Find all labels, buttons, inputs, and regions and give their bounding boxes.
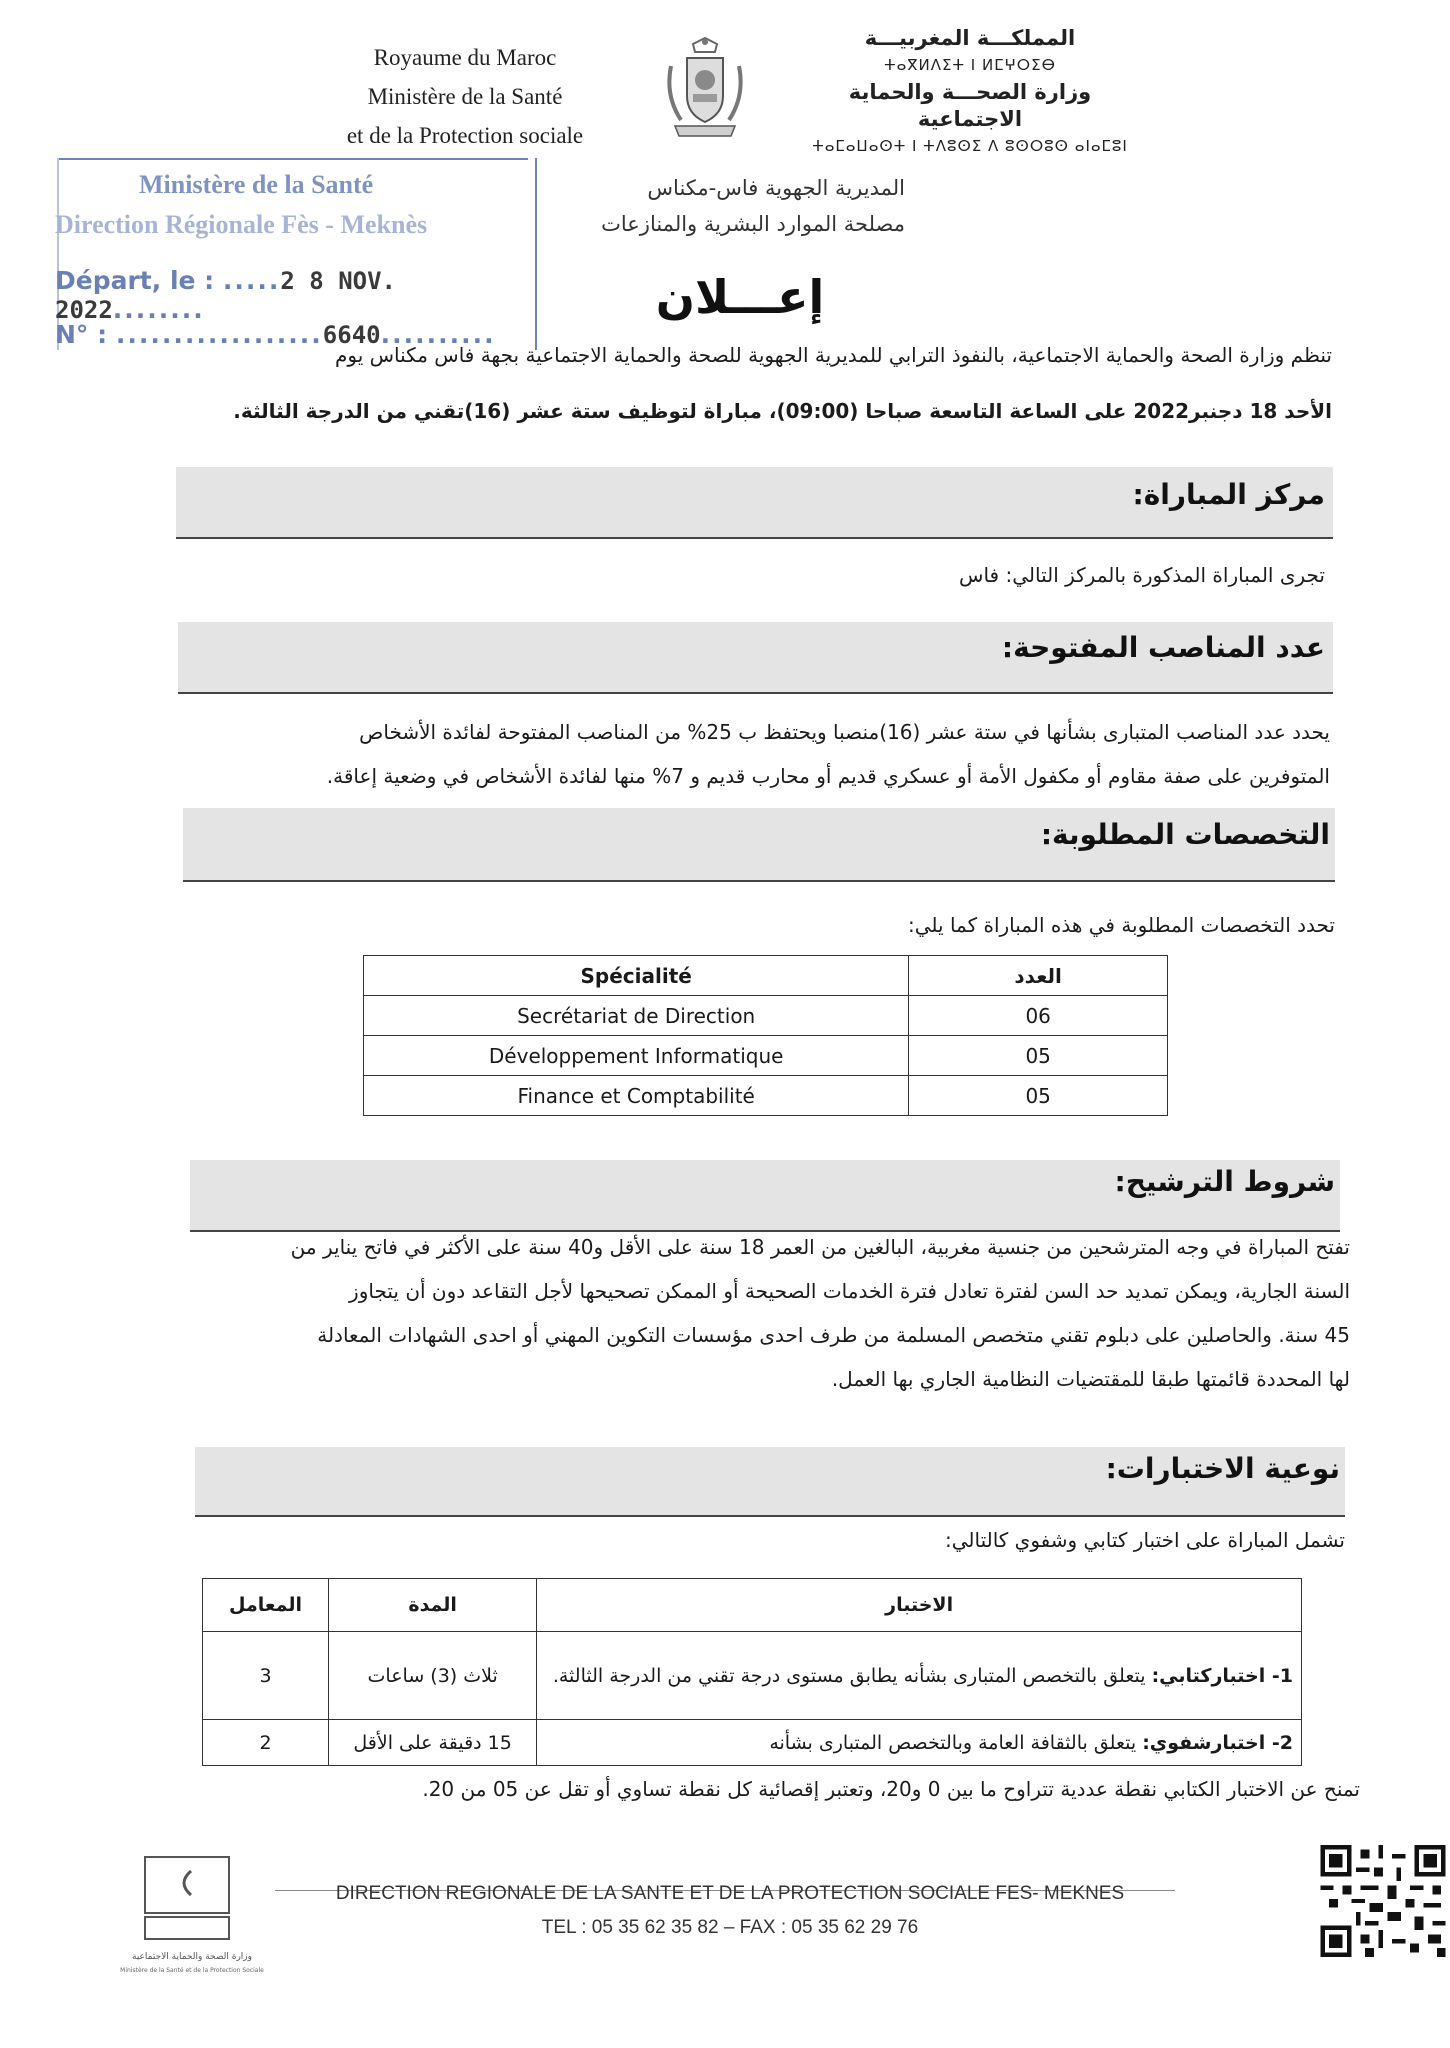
exam-notes	[280, 1770, 1360, 1808]
header-ar-line: وزارة الصحـــة والحماية الاجتماعية	[848, 80, 1092, 131]
table-row	[364, 1076, 1168, 1116]
column-header: المعامل	[203, 1579, 329, 1632]
specialty-cell: Développement Informatique	[364, 1036, 909, 1076]
center-text: تجرى المباراة المذكورة بالمركز التالي: فاس	[959, 563, 1325, 587]
posts-line-2: المتوفرين على صفة مقاوم أو مكفول الأمة أو عسكري قديم أو محارب قديم و 7% منها لفائدة الأشخاص في وضعية إعاقة.	[326, 764, 1330, 788]
table-row	[203, 1720, 1302, 1766]
exam-name: 2- اختبارشفوي:	[1142, 1731, 1293, 1754]
specialty-cell: Finance et Comptabilité	[364, 1076, 909, 1116]
specialties-text: تحدد التخصصات المطلوبة في هذه المباراة كما يلي:	[907, 913, 1335, 937]
header-fr	[305, 38, 625, 155]
column-header: العدد	[909, 956, 1168, 996]
exam-name: 1- اختباركتابي:	[1151, 1664, 1293, 1687]
coef-cell: 2	[203, 1720, 329, 1766]
region-line-1: المديرية الجهوية فاس-مكناس	[647, 176, 905, 200]
count-cell: 06	[909, 996, 1168, 1036]
section-underline	[178, 692, 1333, 694]
intro-paragraph	[160, 335, 1332, 431]
logo-ar-text: وزارة الصحة والحماية الاجتماعية	[132, 1952, 252, 1962]
section-title-posts: عدد المناصب المفتوحة:	[1001, 631, 1325, 664]
posts-paragraph	[180, 710, 1330, 798]
header-ar-line: المملكـــة المغربيـــة	[864, 26, 1076, 50]
intro-line-1: تنظم وزارة الصحة والحماية الاجتماعية، بالنفوذ الترابي للمديرية الجهوية للصحة والحماية الاجتماعية بجهة فاس مكناس يوم	[334, 343, 1332, 367]
stamp-date-value: 2 8 NOV. 2022	[55, 267, 396, 324]
section-title-specialties: التخصصات المطلوبة:	[1040, 818, 1330, 851]
header-fr-line: Ministère de la Santé	[367, 84, 563, 109]
column-header: Spécialité	[364, 956, 909, 996]
stamp-number-row: N° : ..................6640..........	[55, 320, 496, 349]
table-row	[364, 1036, 1168, 1076]
posts-line-1: يحدد عدد المناصب المتبارى بشأنها في ستة عشر (16)منصبا ويحتفظ ب 25% من المناصب المفتوحة لفائدة الأشخاص	[359, 720, 1330, 744]
column-header: المدة	[329, 1579, 537, 1632]
header-fr-line: Royaume du Maroc	[373, 45, 557, 70]
header-tifinagh-line: ⵜⴰⵎⴰⵡⴰⵙⵜ ⵏ ⵜⴷⵓⵙⵉ ⴷ ⵓⵙⵔⵓⵙ ⴰⵏⴰⵎⵓⵏ	[812, 137, 1128, 155]
royal-emblem-icon	[663, 36, 747, 140]
table-header-row	[203, 1579, 1302, 1632]
stamp-number-value: 6640	[322, 321, 381, 349]
exams-text: تشمل المباراة على اختبار كتابي وشفوي كالتالي:	[944, 1528, 1345, 1552]
region-line-2: مصلحة الموارد البشرية والمنازعات	[601, 212, 905, 236]
exam-desc: يتعلق بالثقافة العامة وبالتخصص المتبارى بشأنه	[769, 1731, 1143, 1754]
exam-desc: يتعلق بالتخصص المتبارى بشأنه يطابق مستوى درجة تقني من الدرجة الثالثة.	[552, 1664, 1152, 1687]
duration-cell: 15 دقيقة على الأقل	[329, 1720, 537, 1766]
section-title-center: مركز المباراة:	[1132, 478, 1325, 511]
stamp-direction: Direction Régionale Fès - Meknès	[55, 210, 428, 239]
section-underline	[176, 537, 1333, 539]
count-cell: 05	[909, 1036, 1168, 1076]
count-cell: 05	[909, 1076, 1168, 1116]
stamp-date-label: Départ, le :	[55, 266, 215, 295]
exam-table	[202, 1578, 1302, 1766]
conditions-paragraph	[190, 1225, 1350, 1401]
table-header-row	[364, 956, 1168, 996]
intro-line-2: الأحد 18 دجنبر2022 على الساعة التاسعة صباحا (09:00)، مباراة لتوظيف ستة عشر (16)تقني من الدرجة الثالثة.	[233, 399, 1332, 423]
exam-cell	[537, 1632, 1302, 1720]
section-underline	[195, 1515, 1345, 1517]
footer-phone: TEL : 05 35 62 35 82 – FAX : 05 35 62 29 76	[541, 1917, 919, 1938]
conditions-line-1: تفتح المباراة في وجه المترشحين من جنسية مغربية، البالغين من العمر 18 سنة على الأقل و40 سنة على الأكثر في فاتح يناير من	[290, 1235, 1350, 1259]
logo-fr-text: Ministère de la Santé et de la Protection Sociale	[120, 1967, 264, 1974]
stamp-number-label: N° :	[55, 320, 108, 349]
exam-cell	[537, 1720, 1302, 1766]
regional-direction	[525, 170, 905, 242]
column-header: الاختبار	[537, 1579, 1302, 1632]
header-fr-line: et de la Protection sociale	[346, 123, 584, 148]
table-row	[364, 996, 1168, 1036]
coef-cell: 3	[203, 1632, 329, 1720]
stamp-date-row: Départ, le : .....2 8 NOV. 2022........	[55, 266, 396, 324]
duration-cell: ثلاث (3) ساعات	[329, 1632, 537, 1720]
section-title-exams: نوعية الاختبارات:	[1105, 1452, 1340, 1485]
conditions-line-4: لها المحددة قائمتها طبقا للمقتضيات النظامية الجاري بها العمل.	[831, 1367, 1350, 1391]
section-underline	[183, 880, 1335, 882]
footer	[300, 1877, 1160, 1945]
specialty-cell: Secrétariat de Direction	[364, 996, 909, 1036]
header-tifinagh-line: ⵜⴰⴳⵍⴷⵉⵜ ⵏ ⵍⵎⵖⵔⵉⴱ	[884, 56, 1056, 74]
announcement-title: إعـــلان	[655, 270, 825, 324]
ministry-logo-icon	[105, 1855, 280, 1980]
section-title-conditions: شروط الترشيح:	[1114, 1165, 1335, 1198]
conditions-line-3: 45 سنة. والحاصلين على دبلوم تقني متخصص المسلمة من طرف احدى مؤسسات التكوين المهني أو احدى الشهادات المعادلة	[317, 1323, 1350, 1347]
qr-code-icon	[1320, 1845, 1446, 1957]
header-ar	[800, 25, 1140, 160]
departure-stamp	[55, 158, 533, 354]
conditions-line-2: السنة الجارية، ويمكن تمديد حد السن لفترة تعادل فترة الخدمات الصحيحة أو الممكن تصحيحها لأجل التقاعد دون أن يتجاوز	[349, 1279, 1350, 1303]
table-row	[203, 1632, 1302, 1720]
footer-address: DIRECTION REGIONALE DE LA SANTE ET DE LA PROTECTION SOCIALE FES- MEKNES	[335, 1883, 1125, 1904]
stamp-ministry: Ministère de la Santé	[139, 170, 374, 199]
exam-note-1: تمنح عن الاختبار الكتابي نقطة عددية تتراوح ما بين 0 و20، وتعتبر إقصائية كل نقطة تساوي أو تقل عن 05 من 20.	[422, 1777, 1360, 1801]
specialty-table	[363, 955, 1168, 1116]
